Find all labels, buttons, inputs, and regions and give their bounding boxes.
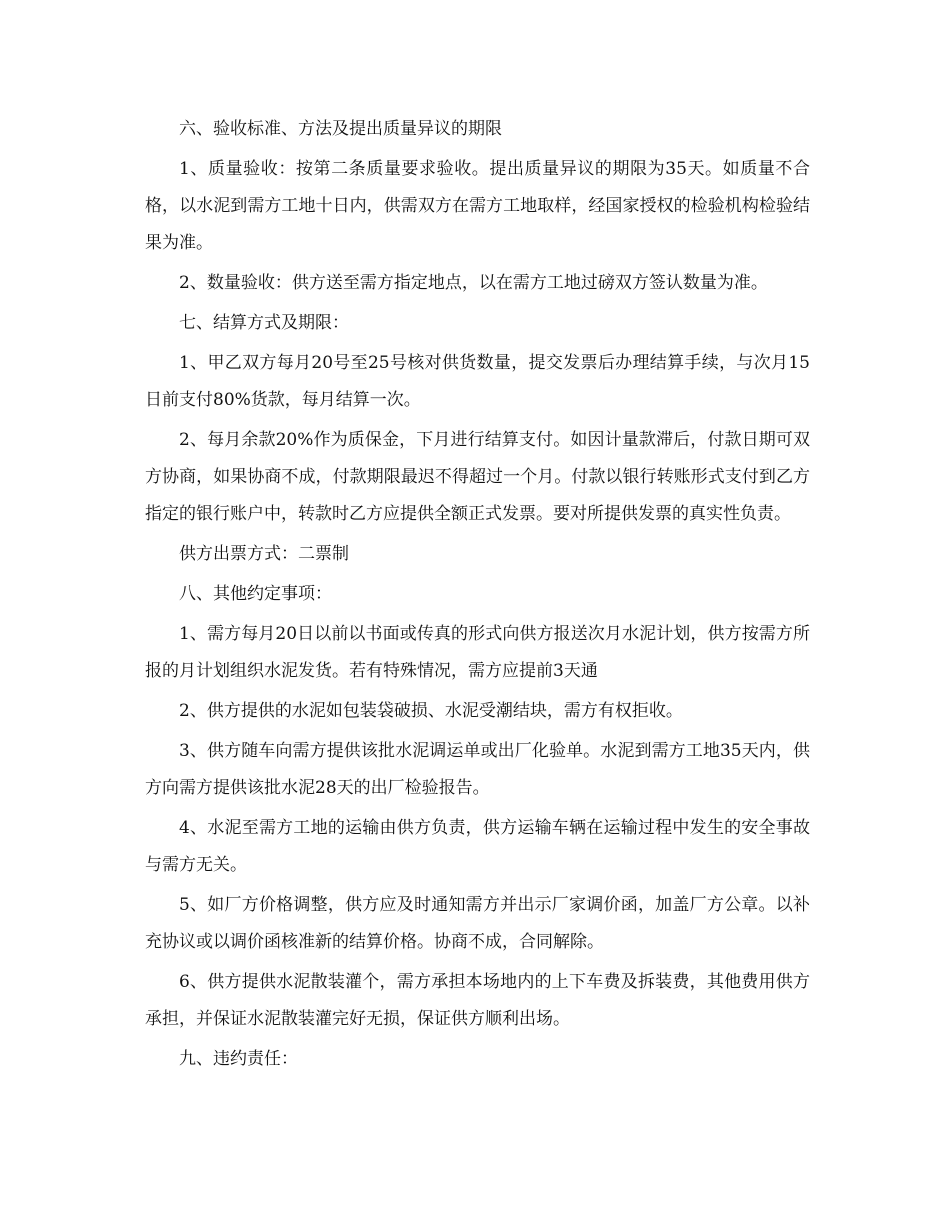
clause-transport: 4、水泥至需方工地的运输由供方负责，供方运输车辆在运输过程中发生的安全事故与需方无关。 xyxy=(145,818,810,875)
section-heading-liability: 九、违约责任： xyxy=(179,1049,298,1069)
clause-price-adjustment: 5、如厂方价格调整，供方应及时通知需方并出示厂家调价函，加盖厂方公章。以补充协议或以调价函核准新的结算价格。协商不成，合同解除。 xyxy=(145,895,810,952)
clause-quantity-acceptance: 2、数量验收：供方送至需方指定地点，以在需方工地过磅双方签认数量为准。 xyxy=(179,273,768,293)
section-heading-settlement: 七、结算方式及期限： xyxy=(179,313,349,333)
clause-inspection-report: 3、供方随车向需方提供该批水泥调运单或出厂化验单。水泥到需方工地35天内，供方向需方提供该批水泥28天的出厂检验报告。 xyxy=(145,741,810,798)
clause-monthly-plan: 1、需方每月20日以前以书面或传真的形式向供方报送次月水泥计划，供方按需方所报的月计划组织水泥发货。若有特殊情况，需方应提前3天通 xyxy=(145,624,810,681)
clause-settlement-schedule: 1、甲乙双方每月20号至25号核对供货数量，提交发票后办理结算手续，与次月15日前支付80%货款，每月结算一次。 xyxy=(145,353,810,410)
invoice-method: 供方出票方式：二票制 xyxy=(179,544,349,564)
clause-retention-payment: 2、每月余款20%作为质保金，下月进行结算支付。如因计量款滞后，付款日期可双方协商，如果协商不成，付款期限最迟不得超过一个月。付款以银行转账形式支付到乙方指定的银行账户中，转款时乙方应提供全额正式发票。要对所提供发票的真实性负责。 xyxy=(145,430,810,524)
clause-bulk-tank: 6、供方提供水泥散装灌个，需方承担本场地内的上下车费及拆装费，其他费用供方承担，并保证水泥散装灌完好无损，保证供方顺利出场。 xyxy=(145,972,810,1029)
section-heading-acceptance: 六、验收标准、方法及提出质量异议的期限 xyxy=(179,119,502,139)
section-heading-other-terms: 八、其他约定事项： xyxy=(179,584,332,604)
clause-rejection: 2、供方提供的水泥如包装袋破损、水泥受潮结块，需方有权拒收。 xyxy=(179,701,683,721)
clause-quality-acceptance: 1、质量验收：按第二条质量要求验收。提出质量异议的期限为35天。如质量不合格，以水泥到需方工地十日内，供需双方在需方工地取样，经国家授权的检验机构检验结果为准。 xyxy=(145,159,810,253)
document-body xyxy=(145,111,810,1081)
